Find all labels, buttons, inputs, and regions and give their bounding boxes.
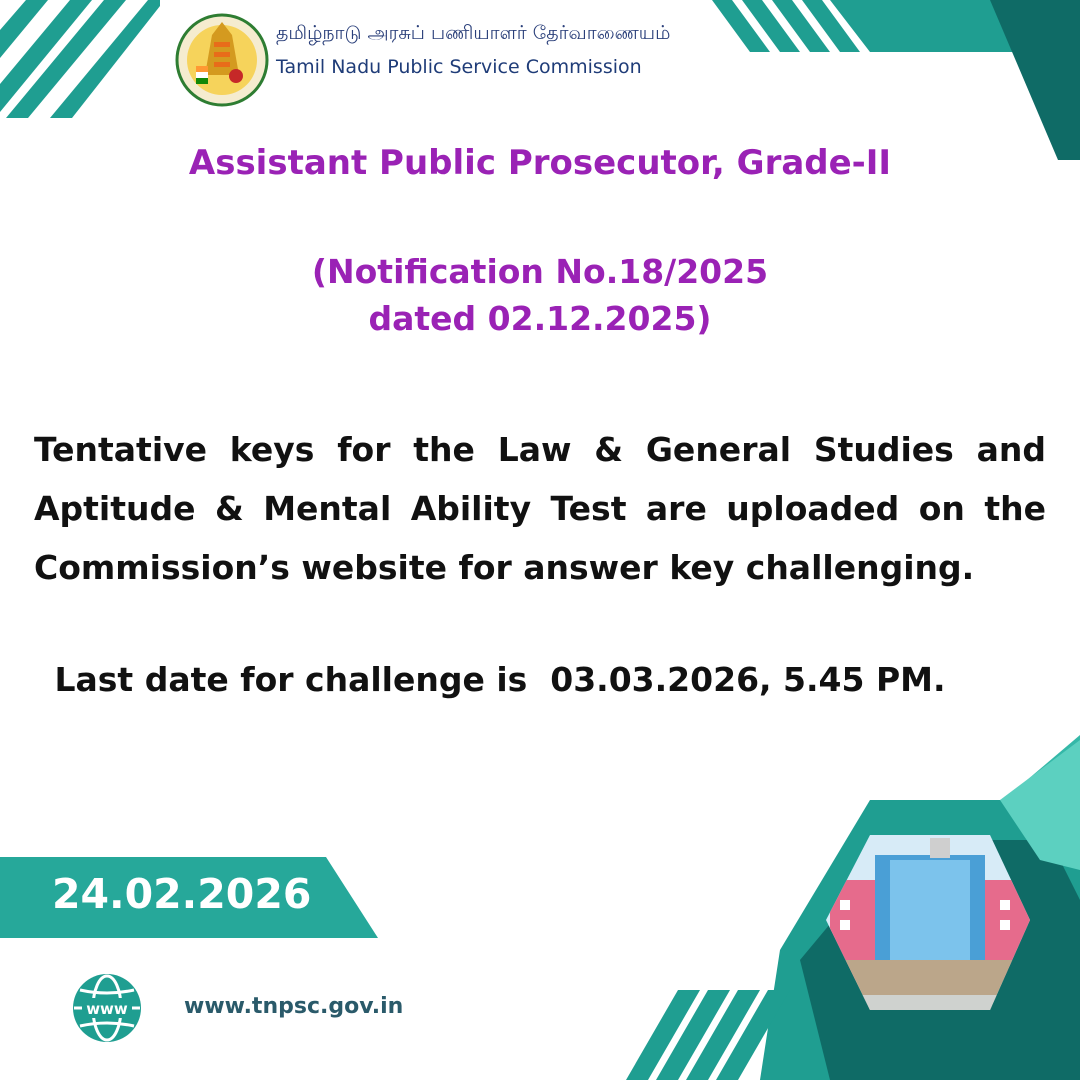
top-left-stripes xyxy=(0,0,160,118)
website-link[interactable]: www.tnpsc.gov.in xyxy=(184,994,404,1019)
notice-body: Tentative keys for the Law & General Studies and Aptitude & Mental Ability Test are uploaded on the Commission’s website for answer key challenging. xyxy=(34,430,1046,587)
notice-title: Assistant Public Prosecutor, Grade-II xyxy=(188,143,892,183)
globe-label: www xyxy=(86,1000,128,1018)
tn-emblem-icon xyxy=(177,15,267,105)
notification-line-1: (Notification No.18/2025 xyxy=(311,252,769,291)
notice-date: 24.02.2026 xyxy=(52,870,312,918)
globe-icon xyxy=(73,974,141,1042)
last-date-text: Last date for challenge is 03.03.2026, 5.45 PM. xyxy=(43,660,946,699)
org-name-english: Tamil Nadu Public Service Commission xyxy=(276,56,642,78)
top-right-dark-shape xyxy=(990,0,1080,160)
notification-line-2: dated 02.12.2025) xyxy=(368,299,712,338)
org-name-tamil: தமிழ்நாடு அரசுப் பணியாளர் தேர்வாணையம் xyxy=(276,22,671,44)
